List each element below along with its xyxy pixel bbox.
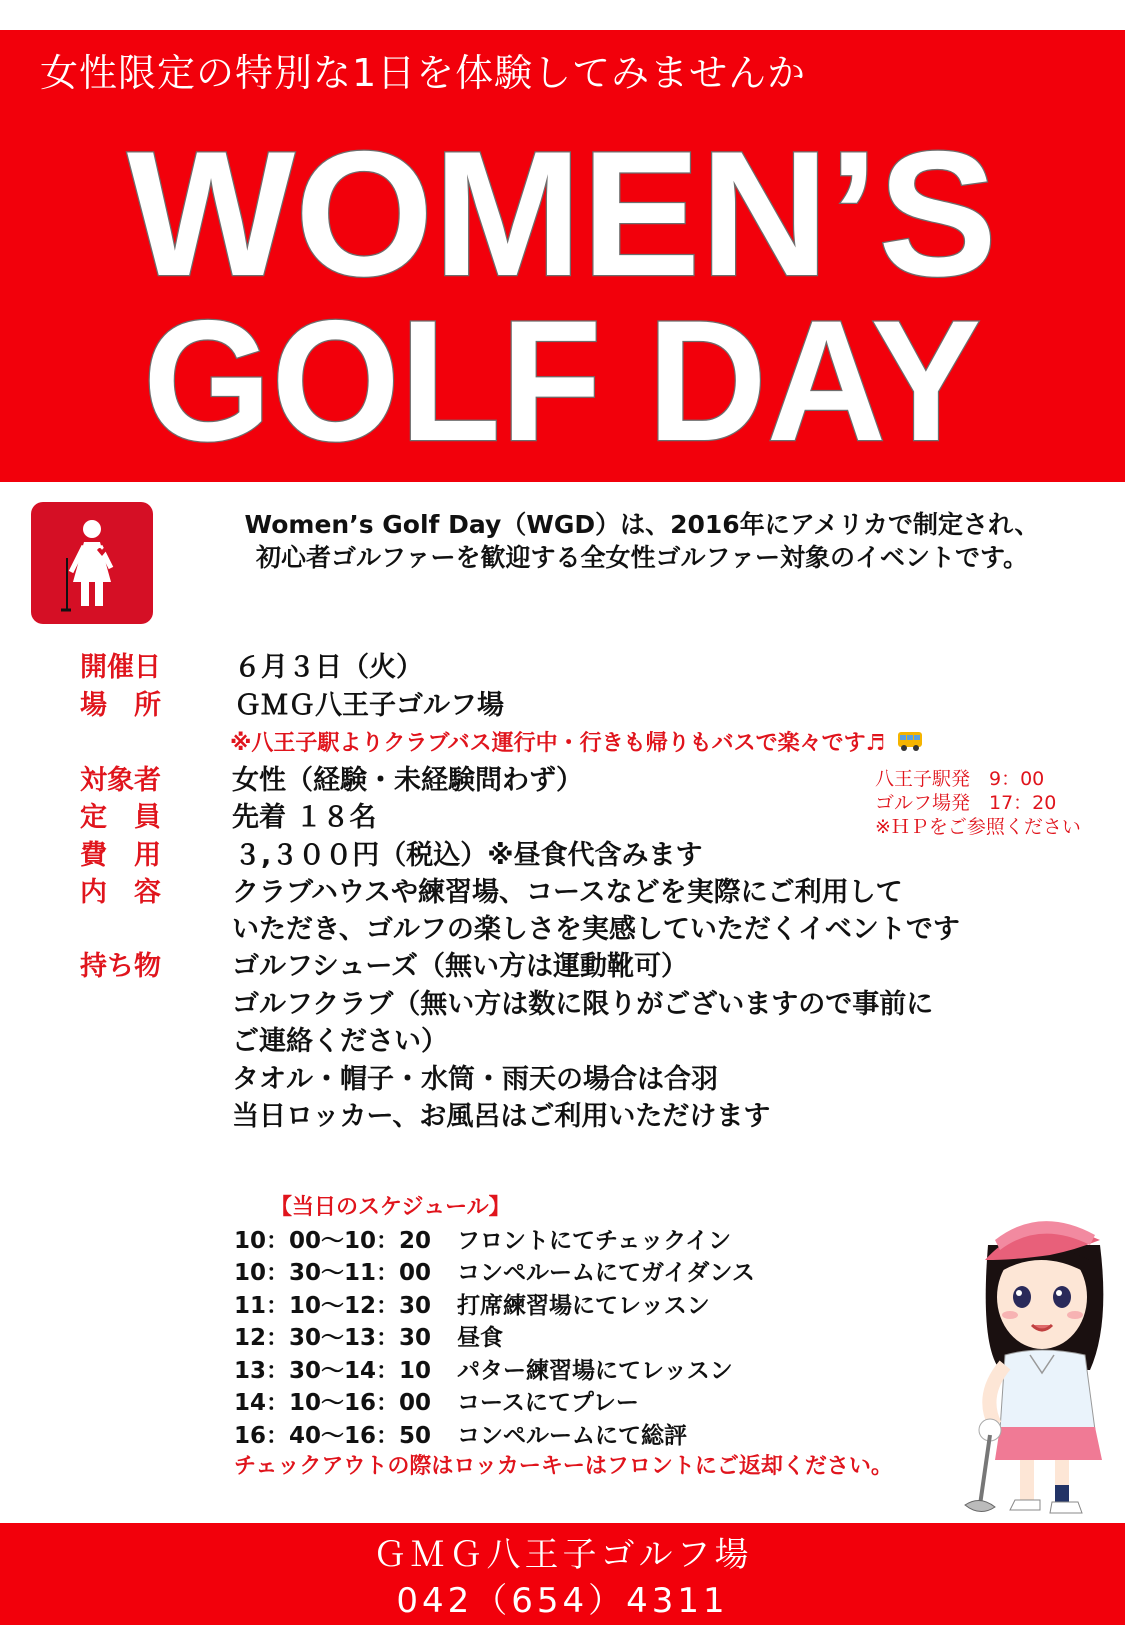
schedule-time: 14：10〜16：00	[234, 1390, 432, 1416]
schedule-activity: コースにてプレー	[457, 1390, 639, 1416]
schedule-time: 13：30〜14：10	[234, 1358, 432, 1384]
intro-line-2: 初心者ゴルファーを歓迎する全女性ゴルファー対象のイベントです。	[255, 543, 1028, 572]
schedule-row	[234, 1417, 687, 1450]
schedule-time: 16：40〜16：50	[234, 1423, 432, 1449]
items-line-2: ゴルフクラブ（無い方は数に限りがございますので事前に	[232, 989, 934, 1020]
items-line-4: タオル・帽子・水筒・雨天の場合は合羽	[232, 1064, 718, 1095]
checkout-note: チェックアウトの際はロッカーキーはフロントにご返却ください。	[234, 1454, 893, 1479]
date-value: ６月３日（火）	[234, 652, 423, 683]
bus-notice-text: ※八王子駅よりクラブバス運行中・行きも帰りもバスで楽々です♬	[230, 731, 886, 756]
schedule-activity: パター練習場にてレッスン	[457, 1358, 733, 1384]
items-line-3: ご連絡ください）	[232, 1026, 448, 1057]
event-title	[0, 30, 1125, 482]
bus-notice	[230, 726, 923, 758]
schedule-time: 10：30〜11：00	[234, 1260, 432, 1286]
date-label: 開催日	[80, 652, 161, 683]
schedule-activity: コンペルームにて総評	[457, 1423, 687, 1449]
title-line-2: GOLF DAY	[143, 285, 981, 477]
schedule-row	[234, 1352, 733, 1385]
items-line-5: 当日ロッカー、お風呂はご利用いただけます	[232, 1101, 771, 1132]
schedule-activity: フロントにてチェックイン	[457, 1228, 732, 1254]
content-line-1: クラブハウスや練習場、コースなどを実際にご利用して	[232, 877, 903, 908]
fee-value: ３,３００円（税込）※昼食代含みます	[234, 840, 703, 871]
schedule-activity: コンペルームにてガイダンス	[457, 1260, 755, 1286]
woman-golfer-icon	[31, 502, 153, 624]
header-subtitle: 女性限定の特別な1日を体験してみませんか	[40, 51, 807, 95]
schedule-row	[234, 1319, 503, 1352]
bus-schedule-line-2: ゴルフ場発 17：20	[875, 792, 1057, 814]
intro-line-1: Women’s Golf Day（WGD）は、2016年にアメリカで制定され、	[244, 510, 1040, 539]
capacity-value: 先着 １８名	[232, 802, 377, 833]
bus-schedule-line-1: 八王子駅発 9：00	[875, 768, 1045, 790]
schedule-row	[234, 1254, 755, 1287]
golfer-girl-illustration	[960, 1205, 1120, 1520]
intro-text	[172, 508, 1112, 574]
footer-phone: 042（654）4311	[396, 1581, 729, 1621]
place-label: 場 所	[80, 690, 161, 721]
schedule-title: 【当日のスケジュール】	[270, 1195, 511, 1220]
items-label: 持ち物	[80, 951, 161, 982]
bus-schedule-line-3: ※ＨＰをご参照ください	[875, 816, 1081, 838]
schedule-time: 11：10〜12：30	[234, 1293, 432, 1319]
schedule-activity: 昼食	[457, 1325, 503, 1351]
schedule-time: 10：00〜10：20	[234, 1228, 432, 1254]
footer-venue: ＧＭＧ八王子ゴルフ場	[372, 1535, 753, 1575]
place-value: ＧＭＧ八王子ゴルフ場	[234, 690, 504, 721]
schedule-row	[234, 1287, 710, 1320]
capacity-label: 定 員	[80, 802, 161, 833]
fee-label: 費 用	[80, 840, 161, 871]
content-label: 内 容	[80, 877, 161, 908]
schedule-row	[234, 1222, 731, 1255]
schedule-activity: 打席練習場にてレッスン	[457, 1293, 710, 1319]
bus-icon	[897, 730, 923, 758]
schedule-time: 12：30〜13：30	[234, 1325, 432, 1351]
items-line-1: ゴルフシューズ（無い方は運動靴可）	[232, 951, 689, 982]
title-line-1: WOMEN’S	[127, 114, 997, 313]
target-value: 女性（経験・未経験問わず）	[232, 765, 583, 796]
schedule-row	[234, 1384, 639, 1417]
content-line-2: いただき、ゴルフの楽しさを実感していただくイベントです	[232, 914, 960, 945]
bus-schedule	[875, 767, 1115, 839]
target-label: 対象者	[80, 765, 161, 796]
